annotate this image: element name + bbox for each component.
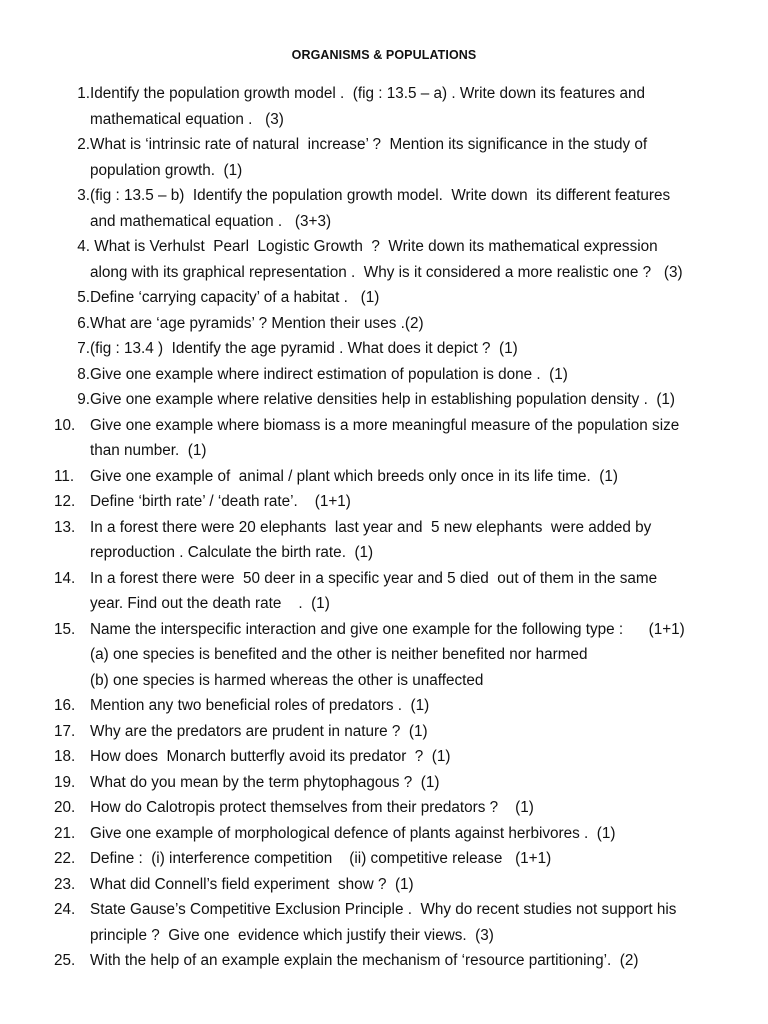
question-line: State Gause’s Competitive Exclusion Principle . Why do recent studies not support his: [90, 901, 677, 918]
question-line: Why are the predators are prudent in nature ? (1): [90, 722, 428, 740]
question-text: [90, 515, 651, 566]
question-line: (a) one species is benefited and the other is neither benefited nor harmed: [90, 646, 588, 663]
question-line: than number. (1): [90, 442, 207, 459]
question-number: 6.: [77, 314, 90, 332]
question-number: 4.: [77, 238, 90, 255]
question-number: 5.: [77, 289, 90, 306]
question-text: [90, 566, 657, 617]
question-number: 20.: [54, 799, 76, 816]
question-item: [54, 515, 744, 566]
question-line: mathematical equation . (3): [90, 110, 284, 128]
question-text: [90, 234, 683, 285]
question-item: [54, 183, 744, 234]
question-number: 21.: [54, 824, 76, 842]
question-text: [90, 821, 616, 847]
question-text: [90, 362, 568, 388]
question-item: [54, 770, 744, 796]
question-text: [90, 464, 618, 490]
question-item: [54, 285, 744, 311]
question-line: What are ‘age pyramids’ ? Mention their uses .(2): [90, 314, 424, 332]
question-text: [90, 311, 424, 337]
question-item: [54, 336, 744, 362]
question-number: 15.: [54, 620, 76, 638]
question-number: 16.: [54, 697, 76, 714]
question-number: 23.: [54, 875, 76, 893]
question-item: [54, 897, 744, 948]
page-title: ORGANISMS & POPULATIONS: [291, 48, 477, 62]
question-line: How does Monarch butterfly avoid its predator ? (1): [90, 748, 451, 765]
question-number: 8.: [77, 365, 90, 383]
question-item: [54, 387, 744, 413]
question-number: 1.: [77, 85, 90, 102]
question-text: [90, 413, 679, 464]
question-line: What is ‘intrinsic rate of natural increase’ ? Mention its significance in the study of: [90, 136, 648, 153]
question-item: [54, 234, 744, 285]
question-line: Name the interspecific interaction and give one example for the following type : (1+1): [90, 620, 685, 638]
question-number: 19.: [54, 773, 76, 791]
question-item: [54, 132, 744, 183]
question-item: [54, 872, 744, 898]
question-item: [54, 489, 744, 515]
question-line: year. Find out the death rate . (1): [90, 595, 330, 612]
question-item: [54, 948, 744, 974]
question-number: 3.: [77, 187, 90, 204]
question-text: [90, 489, 351, 515]
question-line: along with its graphical representation . Why is it considered a more realistic one ? (3): [90, 263, 683, 281]
question-text: [90, 285, 379, 311]
question-line: Define ‘birth rate’ / ‘death rate’. (1+1): [90, 493, 351, 510]
question-line: With the help of an example explain the mechanism of ‘resource partitioning’. (2): [90, 952, 639, 969]
question-item: [54, 795, 744, 821]
question-line: Identify the population growth model . (fig : 13.5 – a) . Write down its features and: [90, 85, 645, 102]
question-item: [54, 617, 744, 694]
question-text: [90, 948, 638, 974]
question-line: Give one example of morphological defence of plants against herbivores . (1): [90, 824, 616, 842]
question-line: What did Connell’s field experiment show ? (1): [90, 875, 414, 893]
question-line: Give one example where indirect estimation of population is done . (1): [90, 365, 568, 383]
question-item: [54, 81, 744, 132]
question-text: [90, 81, 645, 132]
question-line: population growth. (1): [90, 161, 243, 179]
question-line: (fig : 13.4 ) Identify the age pyramid . What does it depict ? (1): [90, 340, 518, 357]
question-line: Define : (i) interference competition (ii) competitive release (1+1): [90, 850, 552, 867]
question-number: 12.: [54, 493, 76, 510]
question-line: Define ‘carrying capacity’ of a habitat . (1): [90, 289, 380, 306]
question-line: Mention any two beneficial roles of predators . (1): [90, 697, 430, 714]
question-text: [90, 795, 534, 821]
question-line: In a forest there were 20 elephants last year and 5 new elephants were added by: [90, 518, 652, 536]
question-item: [54, 362, 744, 388]
question-item: [54, 311, 744, 337]
question-text: [90, 693, 429, 719]
question-text: [90, 132, 647, 183]
question-number: 2.: [77, 136, 90, 153]
question-item: [54, 566, 744, 617]
question-line: (b) one species is harmed whereas the other is unaffected: [90, 671, 484, 689]
question-number: 7.: [77, 340, 90, 357]
question-text: [90, 897, 676, 948]
question-line: Give one example where biomass is a more meaningful measure of the population size: [90, 416, 680, 434]
question-text: [90, 336, 518, 362]
question-line: (fig : 13.5 – b) Identify the population growth model. Write down its different features: [90, 187, 671, 204]
question-item: [54, 464, 744, 490]
question-line: What do you mean by the term phytophagous ? (1): [90, 773, 440, 791]
question-number: 18.: [54, 748, 76, 765]
question-line: reproduction . Calculate the birth rate. (1): [90, 544, 374, 561]
question-number: 24.: [54, 901, 76, 918]
question-number: 10.: [54, 416, 76, 434]
question-item: [54, 744, 744, 770]
question-item: [54, 413, 744, 464]
question-number: 14.: [54, 569, 76, 587]
question-line: In a forest there were 50 deer in a specific year and 5 died out of them in the same: [90, 569, 658, 587]
question-line: principle ? Give one evidence which justify their views. (3): [90, 926, 494, 944]
question-line: What is Verhulst Pearl Logistic Growth ? Write down its mathematical expression: [90, 238, 658, 255]
question-line: and mathematical equation . (3+3): [90, 212, 332, 230]
question-text: [90, 744, 451, 770]
question-number: 22.: [54, 850, 76, 867]
question-item: [54, 846, 744, 872]
question-text: [90, 387, 675, 413]
question-number: 9.: [77, 391, 90, 408]
question-text: [90, 872, 414, 898]
question-number: 17.: [54, 722, 76, 740]
question-list: [54, 81, 744, 974]
question-text: [90, 846, 551, 872]
question-number: 13.: [54, 518, 76, 536]
question-line: Give one example where relative densities help in establishing population density . (1): [90, 391, 676, 408]
question-text: [90, 617, 685, 694]
question-text: [90, 770, 439, 796]
question-number: 11.: [54, 467, 75, 485]
question-line: Give one example of animal / plant which breeds only once in its life time. (1): [90, 467, 618, 485]
question-number: 25.: [54, 952, 76, 969]
question-line: How do Calotropis protect themselves from their predators ? (1): [90, 799, 534, 816]
question-item: [54, 719, 744, 745]
question-item: [54, 693, 744, 719]
question-item: [54, 821, 744, 847]
question-text: [90, 719, 428, 745]
question-text: [90, 183, 670, 234]
